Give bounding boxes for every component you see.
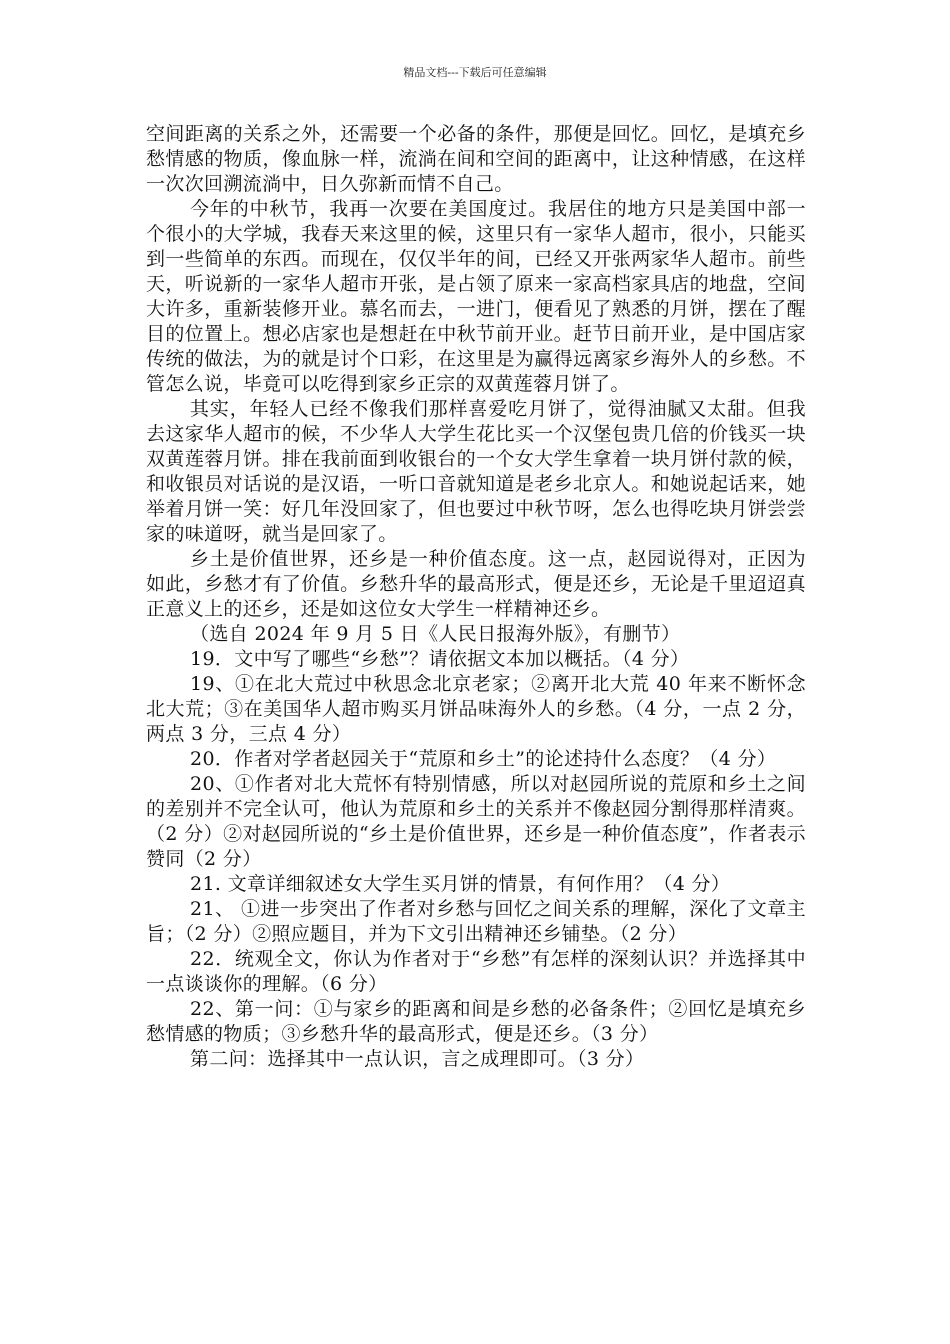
question-20: 20．作者对学者赵园关于“荒原和乡土”的论述持什么态度？（4 分） — [190, 748, 777, 770]
question-21: 21. 文章详细叙述女大学生买月饼的情景，有何作用？（4 分） — [190, 873, 731, 895]
paragraph-student-mooncake: 其实，年轻人已经不像我们那样喜爱吃月饼了，觉得油腻又太甜。但我去这家华人超市的候，不少华人大学生花比买一个汉堡包贵几倍的价钱买一块双黄莲蓉月饼。排在我前面到收银台的一个女大学生拿着一块月饼付款的候，和收银员对话说的是汉语，一听口音就知道是老乡北京人。和她说起话来，她举着月饼一笑：好几年没回家了，但也要过中秋节呀，怎么也得吃块月饼尝尝家的味道呀，就当是回家了。 — [146, 398, 806, 545]
document-body — [146, 122, 806, 1072]
answer-22-part-1: 22、第一问：①与家乡的距离和间是乡愁的必备条件；②回忆是填充乡愁情感的物质；③乡愁升华的最高形式，便是还乡。（3 分） — [146, 998, 806, 1045]
paragraph-homecoming: 乡土是价值世界，还乡是一种价值态度。这一点，赵园说得对，正因为如此，乡愁才有了价值。乡愁升华的最高形式，便是还乡，无论是千里迢迢真正意义上的还乡，还是如这位女大学生一样精神还乡。 — [146, 548, 806, 620]
paragraph-mid-autumn-us: 今年的中秋节，我再一次要在美国度过。我居住的地方只是美国中部一个很小的大学城，我春天来这里的候，这里只有一家华人超市，很小，只能买到一些简单的东西。而现在，仅仅半年的间，已经又开张两家华人超市。前些天，听说新的一家华人超市开张，是占领了原来一家高档家具店的地盘，空间大许多，重新装修开业。慕名而去，一进门，便看见了熟悉的月饼，摆在了醒目的位置上。想必店家也是想赶在中秋节前开业。赶节日前开业，是中国店家传统的做法，为的就是讨个口彩，在这里是为赢得远离家乡海外人的乡愁。不管怎么说，毕竟可以吃得到家乡正宗的双黄莲蓉月饼了。 — [146, 198, 806, 395]
question-19: 19．文中写了哪些“乡愁”？请依据文本加以概括。（4 分） — [190, 648, 690, 670]
answer-21: 21、 ①进一步突出了作者对乡愁与回忆之间关系的理解，深化了文章主旨；（2 分）②照应题目，并为下文引出精神还乡铺垫。（2 分） — [146, 898, 806, 945]
answer-22-part-2: 第二问：选择其中一点认识，言之成理即可。（3 分） — [190, 1048, 645, 1070]
answer-20: 20、①作者对北大荒怀有特别情感，所以对赵园所说的荒原和乡土之间的差别并不完全认可，他认为荒原和乡土的关系并不像赵园分割得那样清爽。（2 分）②对赵园所说的“乡土是价值世界，还乡是一种价值态度”，作者表示赞同（2 分） — [146, 773, 807, 870]
paragraph-memory: 空间距离的关系之外，还需要一个必备的条件，那便是回忆。回忆，是填充乡愁情感的物质，像血脉一样，流淌在间和空间的距离中，让这种情感，在这样一次次回溯流淌中，日久弥新而情不自己。 — [146, 123, 806, 195]
page-header: 精品文档---下载后可任意编辑 — [403, 66, 547, 79]
source-citation: （选自 2024 年 9 月 5 日《人民日报海外版》，有删节） — [190, 623, 681, 645]
answer-19: 19、①在北大荒过中秋思念北京老家；②离开北大荒 40 年来不断怀念北大荒；③在美国华人超市购买月饼品味海外人的乡愁。（4 分，一点 2 分，两点 3 分，三点 4 分） — [146, 673, 806, 745]
question-22: 22．统观全文，你认为作者对于“乡愁”有怎样的深刻认识？并选择其中一点谈谈你的理解。（6 分） — [146, 948, 806, 995]
